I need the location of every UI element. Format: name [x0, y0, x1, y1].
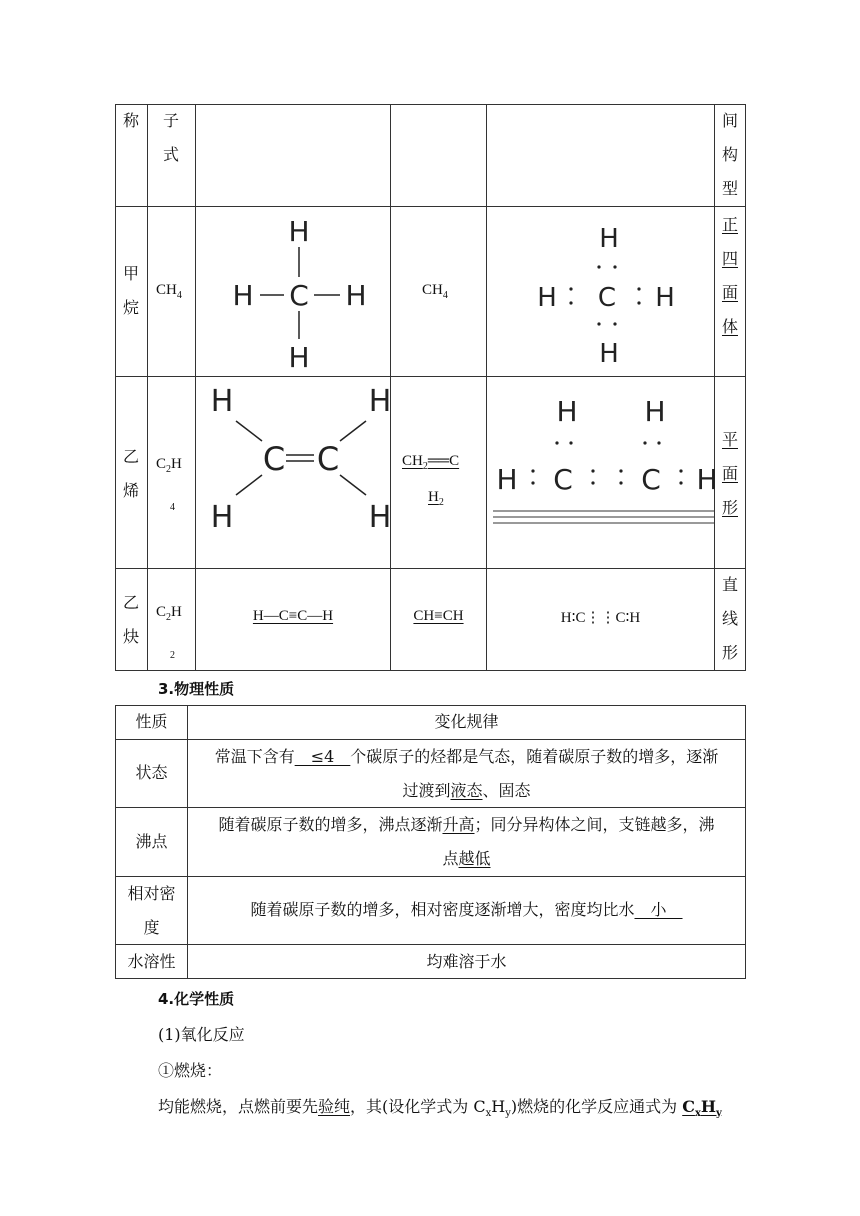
svg-text:H: H — [696, 463, 718, 496]
section-3-title: 3.物理性质 — [158, 680, 235, 698]
svg-text:H: H — [556, 395, 578, 428]
ethylene-name: 乙 烯 — [122, 447, 139, 500]
oxidation-heading: (1)氧化反应 — [158, 1025, 245, 1044]
rule-density: 随着碳原子数的增多，相对密度逐渐增大，密度均比水__小__ — [250, 900, 683, 919]
svg-text:H: H — [599, 339, 619, 369]
acetylene-simple-formula: CH≡CH — [413, 608, 464, 624]
svg-text:C: C — [597, 283, 617, 313]
svg-text:H: H — [644, 395, 666, 428]
rule-header: 变化规律 — [434, 712, 499, 731]
combustion-paragraph: 均能燃烧，点燃前要先验纯，其(设化学式为 $C_xH_y$)燃烧的化学反应通式为 $C_xH_y$ — [158, 1097, 722, 1120]
header-shape-col: 间 构 型 — [721, 111, 738, 198]
section-4-title: 4.化学性质 — [158, 990, 235, 1008]
methane-shape: 正 四 面 体 — [721, 215, 738, 336]
svg-text:H: H — [368, 384, 392, 419]
svg-text:H: H — [232, 279, 254, 312]
svg-text:H: H — [599, 224, 619, 254]
svg-text:H: H — [210, 384, 234, 419]
methane-formula: $CH_4$ — [156, 282, 182, 301]
prop-density: 相对密 度 — [127, 884, 176, 937]
rule-boiling-point: 随着碳原子数的增多，沸点逐渐升高；同分异构体之间，支链越多，沸 点越低 — [218, 815, 715, 868]
prop-state: 状态 — [135, 763, 168, 782]
combustion-heading: ①燃烧： — [158, 1061, 223, 1080]
methane-structural-formula — [196, 207, 390, 376]
methane-simple-formula: $CH_4$ — [422, 282, 448, 301]
header-name-col: 称 — [122, 111, 139, 130]
svg-text:H: H — [345, 279, 367, 312]
acetylene-structural-formula: H—C≡C—H — [252, 608, 334, 624]
acetylene-name: 乙 炔 — [122, 593, 139, 646]
rule-solubility: 均难溶于水 — [426, 952, 507, 971]
svg-text:H: H — [288, 341, 310, 374]
ethylene-electron-formula — [487, 377, 722, 568]
methane-electron-formula — [487, 207, 714, 376]
acetylene-electron-formula: H∶C⋮⋮C∶H — [560, 610, 641, 626]
ethylene-shape: 平 面 形 — [721, 430, 738, 517]
svg-text:C: C — [289, 279, 309, 312]
svg-text:H: H — [655, 283, 675, 313]
prop-boiling-point: 沸点 — [135, 832, 168, 851]
svg-text:C: C — [262, 440, 286, 478]
prop-solubility: 水溶性 — [127, 952, 176, 971]
svg-text:C: C — [316, 440, 340, 478]
svg-text:H: H — [368, 500, 392, 535]
rule-state: 常温下含有__≤4__个碳原子的烃都是气态，随着碳原子数的增多，逐渐 过渡到液态、固态 — [214, 747, 719, 800]
prop-header: 性质 — [135, 712, 168, 731]
svg-text:C: C — [553, 463, 573, 496]
svg-text:H: H — [210, 500, 234, 535]
header-formula-col: 子 式 — [162, 111, 179, 164]
svg-text:C: C — [641, 463, 661, 496]
acetylene-shape: 直 线 形 — [721, 575, 738, 662]
ethylene-structural-formula — [196, 377, 392, 568]
svg-text:H: H — [496, 463, 518, 496]
svg-text:H: H — [288, 215, 310, 248]
ethylene-simple-formula: $CH_2══C$ $H_2$ — [402, 453, 460, 508]
methane-name: 甲 烷 — [122, 264, 139, 317]
acetylene-formula: $C_2H$ 2 — [156, 604, 182, 661]
ethylene-formula: $C_2H$ 4 — [156, 456, 182, 513]
svg-text:H: H — [537, 283, 557, 313]
